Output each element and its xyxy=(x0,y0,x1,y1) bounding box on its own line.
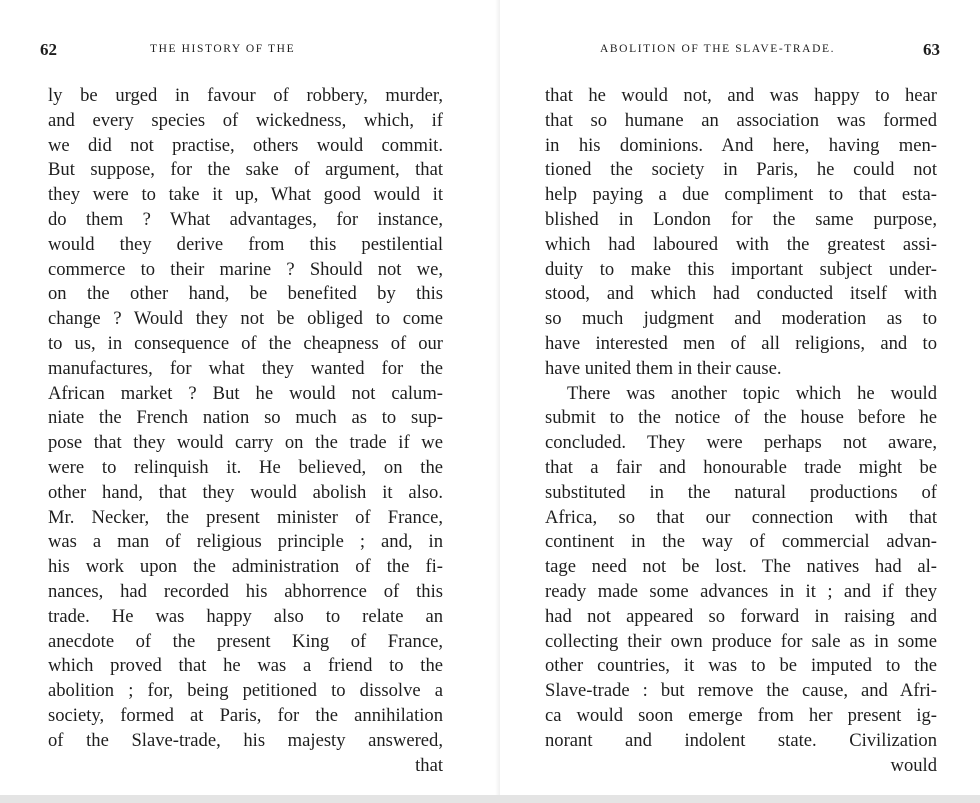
text-line: ca would soon emerge from her present ig- xyxy=(545,704,937,726)
catchword: that xyxy=(415,754,443,776)
text-line: so much judgment and moderation as to xyxy=(545,308,937,330)
left-page-number: 62 xyxy=(40,40,57,59)
text-line: help paying a due compliment to that esta- xyxy=(545,184,937,206)
text-line: have interested men of all religions, and to xyxy=(545,332,937,354)
text-line: niate the French nation so much as to sup- xyxy=(48,407,443,429)
left-page-body xyxy=(48,84,443,778)
left-page-header xyxy=(30,40,450,60)
text-line: But suppose, for the sake of argument, that xyxy=(48,159,443,181)
right-page-header xyxy=(540,40,940,60)
text-line: continent in the way of commercial advan- xyxy=(545,531,937,553)
right-page xyxy=(500,0,980,803)
page-bottom-edge xyxy=(0,795,980,803)
text-line: they were to take it up, What good would it xyxy=(48,184,443,206)
text-line: substituted in the natural productions of xyxy=(545,481,937,503)
text-line: his work upon the administration of the fi- xyxy=(48,556,443,578)
text-line: anecdote of the present King of France, xyxy=(48,630,443,652)
text-line: African market ? But he would not calum- xyxy=(48,382,443,404)
text-line: ly be urged in favour of robbery, murder, xyxy=(48,85,443,106)
text-line: that he would not, and was happy to hear xyxy=(545,85,937,106)
text-line: which proved that he was a friend to the xyxy=(48,655,443,677)
text-line: society, formed at Paris, for the annihilation xyxy=(48,704,443,726)
text-line: tage need not be lost. The natives had al- xyxy=(545,556,937,578)
text-line: and every species of wickedness, which, if xyxy=(48,109,443,131)
text-line: have united them in their cause. xyxy=(545,357,782,379)
text-line: change ? Would they not be obliged to come xyxy=(48,308,443,330)
left-running-head: THE HISTORY OF THE xyxy=(150,43,296,55)
text-line: which had laboured with the greatest assi- xyxy=(545,233,937,255)
text-line: that so humane an association was formed xyxy=(545,109,937,131)
text-line: tioned the society in Paris, he could not xyxy=(545,159,937,181)
text-line: was a man of religious principle ; and, in xyxy=(48,531,443,553)
text-line: we did not practise, others would commit. xyxy=(48,134,443,156)
catchword: would xyxy=(890,754,937,776)
text-line: blished in London for the same purpose, xyxy=(545,208,937,230)
right-page-body xyxy=(545,84,937,778)
right-running-head: ABOLITION OF THE SLAVE-TRADE. xyxy=(600,43,836,55)
text-line: abolition ; for, being petitioned to dissolve a xyxy=(48,680,443,702)
text-line: manufactures, for what they wanted for the xyxy=(48,357,443,379)
text-line: that a fair and honourable trade might be xyxy=(545,456,937,478)
text-line: other hand, that they would abolish it also. xyxy=(48,481,443,503)
text-line: in his dominions. And here, having men- xyxy=(545,134,937,156)
text-line: Mr. Necker, the present minister of France, xyxy=(48,506,443,528)
text-line: submit to the notice of the house before he xyxy=(545,407,937,429)
text-line: were to relinquish it. He believed, on the xyxy=(48,456,443,478)
right-page-number: 63 xyxy=(923,40,940,59)
text-line: on the other hand, be benefited by this xyxy=(48,283,443,305)
text-line: collecting their own produce for sale as in some xyxy=(545,630,937,652)
text-line: Slave-trade : but remove the cause, and Afri- xyxy=(545,680,937,702)
text-line: of the Slave-trade, his majesty answered, xyxy=(48,729,443,751)
text-line: had not appeared so forward in raising and xyxy=(545,605,937,627)
text-line: trade. He was happy also to relate an xyxy=(48,605,443,627)
text-line: norant and indolent state. Civilization xyxy=(545,729,937,751)
text-line: nances, had recorded his abhorrence of this xyxy=(48,580,443,602)
text-line: ready made some advances in it ; and if they xyxy=(545,580,937,602)
text-line: concluded. They were perhaps not aware, xyxy=(545,432,937,454)
text-line: pose that they would carry on the trade if we xyxy=(48,432,443,454)
text-line: other countries, it was to be imputed to the xyxy=(545,655,937,677)
text-line: stood, and which had conducted itself with xyxy=(545,283,937,305)
text-line: do them ? What advantages, for instance, xyxy=(48,208,443,230)
text-line: to us, in consequence of the cheapness of our xyxy=(48,332,443,354)
text-line: duity to make this important subject under- xyxy=(545,258,937,280)
text-line: Africa, so that our connection with that xyxy=(545,506,937,528)
text-line: would they derive from this pestilential xyxy=(48,233,443,255)
text-line: commerce to their marine ? Should not we, xyxy=(48,258,443,280)
text-line: There was another topic which he would xyxy=(567,382,937,404)
